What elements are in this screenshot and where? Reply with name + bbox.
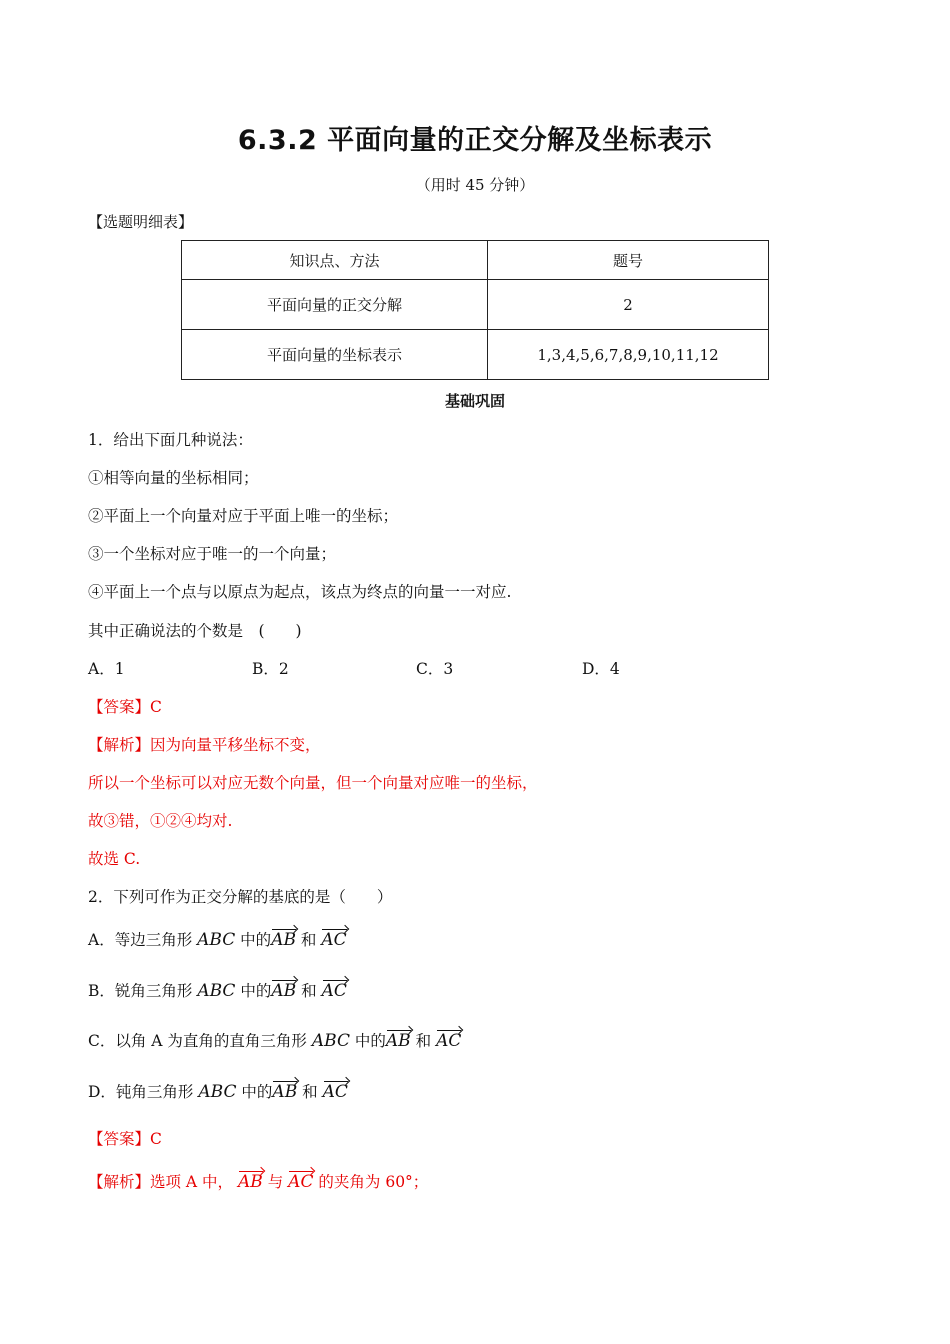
connector-and: 和 [300,931,317,949]
vector-ac: AC [321,981,347,1001]
triangle-name: ABC [197,930,236,950]
vector-ab: AB [272,1082,298,1102]
triangle-name: ABC [198,1082,237,1102]
table-header-cell: 知识点、方法 [182,241,488,280]
vector-ac: AC [322,1082,348,1102]
vector-ab: AB [271,930,296,950]
q1-option-c: C．3 [416,660,454,678]
q1-analysis-line: 故选 C. [88,850,141,868]
q2-option-c [88,1029,461,1051]
vector-ac: AC [288,1172,314,1192]
table-row [182,330,769,380]
time-limit: （用时 45 分钟） [415,176,535,194]
connector-and: 和 [302,1083,318,1101]
q1-stem: 1．给出下面几种说法： [88,431,253,449]
table-cell: 2 [488,280,769,330]
q2-option-c-label: C．以角 A 为直角的直角三角形 [88,1032,307,1050]
q2-option-b-label: B．锐角三角形 [88,982,193,1000]
q1-analysis-line: 所以一个坐标可以对应无数个向量，但一个向量对应唯一的坐标， [88,774,538,792]
q1-statement-4: ④平面上一个点与以原点为起点，该点为终点的向量一一对应. [88,583,512,601]
vector-ac: AC [436,1031,462,1051]
table-header-cell: 题号 [488,241,769,280]
q1-answer: 【答案】C [88,698,162,716]
q2-analysis-label: 【解析】选项 A 中， [88,1173,234,1191]
q2-option-b [88,979,347,1001]
vector-ab: AB [271,981,297,1001]
vector-ab: AB [385,1031,411,1051]
q1-option-d: D．4 [582,660,620,678]
connector-and: 和 [301,982,317,1000]
q1-prompt: 其中正确说法的个数是 ( ) [88,622,302,640]
triangle-name: ABC [197,981,236,1001]
q1-analysis-line: 故③错，①②④均对. [88,812,233,830]
q1-statement-2: ②平面上一个向量对应于平面上唯一的坐标； [88,507,399,525]
connector-text: 中的 [240,982,272,1000]
q2-option-a [88,928,347,950]
q2-stem: 2．下列可作为正交分解的基底的是（ ） [88,888,393,906]
page-title: 6.3.2 平面向量的正交分解及坐标表示 [237,125,713,156]
q1-statement-3: ③一个坐标对应于唯一的一个向量； [88,545,337,563]
connector-and: 和 [415,1032,432,1050]
q1-option-b: B．2 [252,660,289,678]
connector-text: 中的 [240,931,272,949]
section-title: 基础巩固 [444,392,505,410]
q1-option-a: A．1 [88,660,125,678]
q2-analysis-tail: 的夹角为 60°； [318,1173,429,1191]
q2-analysis [88,1170,428,1192]
vector-ab: AB [238,1172,263,1192]
topic-table [181,240,769,380]
q1-statement-1: ①相等向量的坐标相同； [88,469,259,487]
table-header-row [182,241,769,280]
connector-text: 中的 [241,1083,273,1101]
q2-option-d [88,1080,348,1102]
vector-ac: AC [321,930,347,950]
q1-analysis-line: 【解析】因为向量平移坐标不变， [88,736,321,754]
table-row [182,280,769,330]
table-caption: 【选题明细表】 [88,213,194,231]
triangle-name: ABC [311,1031,350,1051]
q2-option-d-label: D．钝角三角形 [88,1083,194,1101]
q2-option-a-label: A．等边三角形 [88,931,193,949]
connector-text: 中的 [354,1032,386,1050]
table-cell: 平面向量的坐标表示 [182,330,488,380]
table-cell: 1,3,4,5,6,7,8,9,10,11,12 [488,330,769,380]
connector-with: 与 [267,1173,284,1191]
table-cell: 平面向量的正交分解 [182,280,488,330]
q2-answer: 【答案】C [88,1130,162,1148]
